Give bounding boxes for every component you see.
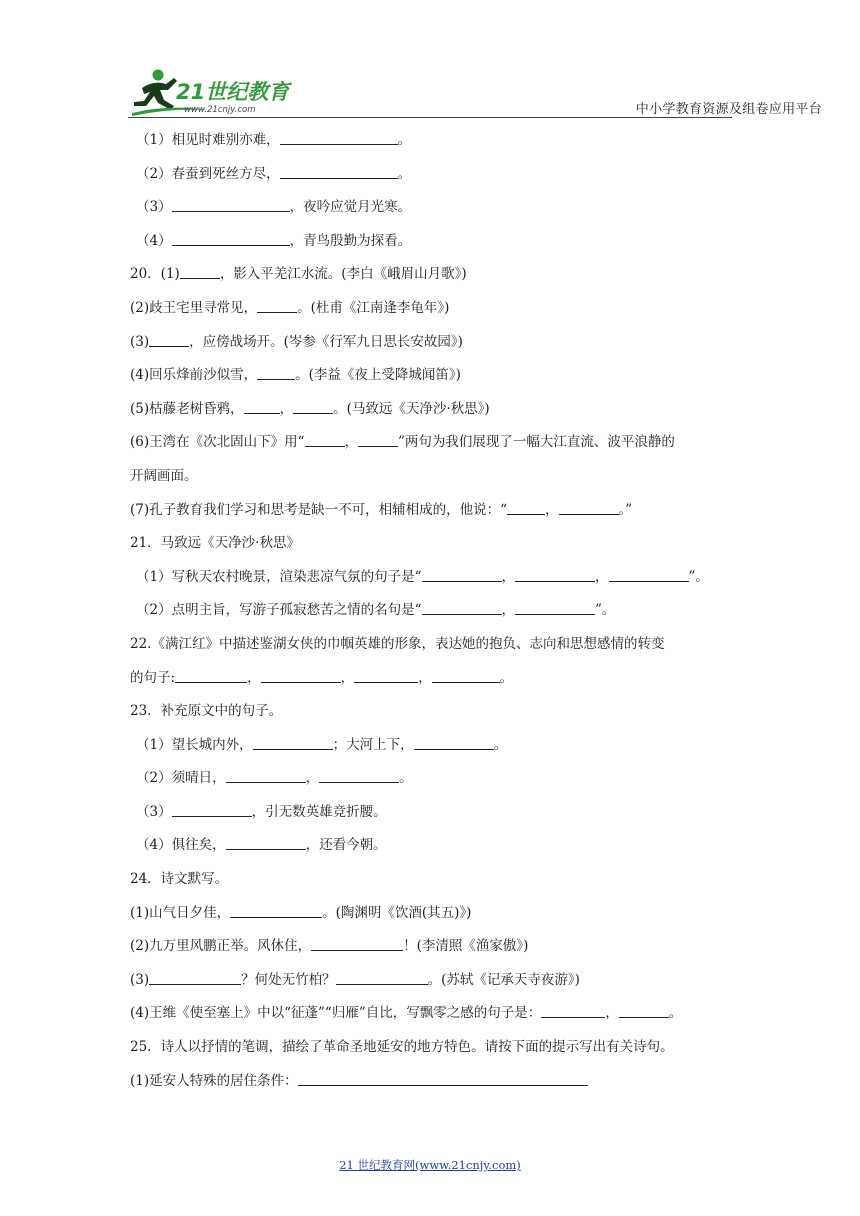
question-line bbox=[130, 796, 732, 830]
question-text: (2)九万里风鹏正举。风休住， bbox=[130, 938, 312, 955]
question-line bbox=[130, 494, 732, 528]
question-text: ， bbox=[545, 501, 559, 518]
answer-blank[interactable] bbox=[230, 903, 322, 918]
question-text: ， bbox=[340, 669, 355, 686]
question-text: (2)歧王宅里寻常见， bbox=[130, 299, 258, 316]
question-line bbox=[130, 628, 732, 662]
question-text: ，影入平羌江水流。(李白《峨眉山月歌》) bbox=[219, 266, 467, 283]
question-line bbox=[130, 897, 732, 931]
question-text: (3) bbox=[130, 333, 150, 350]
question-text: (6)王湾在《次北固山下》用“ bbox=[130, 434, 305, 451]
question-line bbox=[130, 662, 732, 696]
answer-blank[interactable] bbox=[507, 500, 545, 515]
question-text: ，应傍战场开。(岑参《行军九日思长安故园》) bbox=[189, 333, 463, 350]
answer-blank[interactable] bbox=[609, 567, 689, 582]
question-text: ，还看今朝。 bbox=[305, 837, 387, 854]
question-text: ， bbox=[344, 434, 359, 451]
footer-link[interactable]: 21 世纪教育网(www.21cnjy.com) bbox=[339, 1158, 521, 1172]
question-text: ， bbox=[279, 400, 294, 417]
question-text: ；大河上下， bbox=[332, 736, 414, 753]
question-text: （1）写秋天农村晚景，渲染悲凉气氛的句子是“ bbox=[136, 568, 422, 585]
answer-blank[interactable] bbox=[432, 668, 500, 683]
question-line bbox=[130, 729, 732, 763]
question-line bbox=[130, 124, 732, 158]
question-text: 。(马致远《天净沙·秋思》) bbox=[333, 400, 490, 417]
answer-blank[interactable] bbox=[149, 970, 241, 985]
question-line bbox=[130, 930, 732, 964]
answer-blank[interactable] bbox=[319, 768, 399, 783]
answer-blank[interactable] bbox=[293, 399, 333, 414]
answer-blank[interactable] bbox=[257, 365, 295, 380]
question-text: (5)枯藤老树昏鸦， bbox=[130, 400, 244, 417]
logo-21cnjy bbox=[128, 66, 328, 118]
question-text: (4)回乐烽前沙似雪， bbox=[130, 367, 258, 384]
question-text: ， bbox=[247, 669, 261, 686]
question-text: （1）相见时难别亦难， bbox=[136, 132, 280, 148]
question-text: ，引无数英雄竞折腰。 bbox=[251, 803, 387, 820]
question-text: ， bbox=[501, 568, 515, 585]
answer-blank[interactable] bbox=[180, 264, 220, 279]
question-text: ， bbox=[501, 602, 515, 619]
logo-text: 21世纪教育 bbox=[176, 80, 290, 104]
question-text: (1)山气日夕佳， bbox=[130, 904, 231, 921]
question-text: 20．(1) bbox=[130, 266, 180, 283]
answer-blank[interactable] bbox=[515, 600, 595, 615]
question-text: 。(苏轼《记承天寺夜游》) bbox=[427, 971, 580, 988]
answer-blank[interactable] bbox=[336, 970, 428, 985]
question-text: （2）点明主旨，写游子孤寂愁苦之情的名句是“ bbox=[136, 602, 422, 619]
question-text: 。 bbox=[399, 770, 413, 787]
question-line bbox=[130, 158, 732, 192]
question-line bbox=[130, 426, 732, 460]
question-line bbox=[130, 258, 732, 292]
answer-blank[interactable] bbox=[422, 567, 502, 582]
question-line bbox=[130, 326, 732, 360]
question-text: （4） bbox=[136, 232, 172, 249]
question-text: 25．诗人以抒情的笔调，描绘了革命圣地延安的地方特色。请按下面的提示写出有关诗句。 bbox=[130, 1039, 674, 1056]
question-text: 。(杜甫《江南逢李龟年》) bbox=[297, 299, 450, 316]
question-list bbox=[130, 124, 732, 1098]
question-text: ， bbox=[595, 568, 609, 585]
question-line bbox=[130, 1065, 732, 1099]
question-text: 。(陶渊明《饮酒(其五)》) bbox=[322, 904, 472, 921]
question-line bbox=[130, 997, 732, 1031]
answer-blank[interactable] bbox=[559, 500, 619, 515]
question-text: （1）望长城内外， bbox=[136, 736, 253, 753]
logo-url: www.21cnjy.com bbox=[184, 105, 256, 115]
answer-blank[interactable] bbox=[149, 332, 189, 347]
answer-blank[interactable] bbox=[261, 668, 341, 683]
answer-blank[interactable] bbox=[414, 735, 494, 750]
question-line bbox=[130, 762, 732, 796]
question-text: 。” bbox=[618, 501, 633, 518]
question-text: 。 bbox=[493, 736, 508, 753]
question-text: (1)延安人特殊的居住条件： bbox=[130, 1072, 298, 1089]
question-line bbox=[130, 964, 732, 998]
question-text: (3) bbox=[130, 971, 150, 988]
question-text: 。 bbox=[499, 669, 514, 686]
question-text: ，夜吟应觉月光寒。 bbox=[289, 199, 412, 216]
question-line bbox=[130, 460, 732, 494]
answer-blank[interactable] bbox=[280, 164, 398, 179]
answer-blank[interactable] bbox=[354, 668, 418, 683]
question-text: 24．诗文默写。 bbox=[130, 871, 229, 888]
question-line bbox=[130, 1031, 732, 1065]
answer-blank[interactable] bbox=[298, 1071, 588, 1086]
question-line bbox=[130, 359, 732, 393]
question-text: 。(李益《夜上受降城闻笛》) bbox=[295, 367, 461, 384]
answer-blank[interactable] bbox=[280, 130, 398, 145]
question-text: （3） bbox=[136, 803, 172, 820]
question-line bbox=[130, 292, 732, 326]
question-text: ！(李清照《渔家傲》) bbox=[403, 938, 529, 955]
question-line bbox=[130, 561, 732, 595]
question-line bbox=[130, 829, 732, 863]
question-text: 开阔画面。 bbox=[130, 467, 198, 484]
question-line bbox=[130, 594, 732, 628]
question-text: ？何处无竹柏？ bbox=[241, 971, 336, 988]
question-line bbox=[130, 863, 732, 897]
answer-blank[interactable] bbox=[226, 768, 306, 783]
answer-blank[interactable] bbox=[515, 567, 595, 582]
answer-blank[interactable] bbox=[541, 1003, 605, 1018]
question-text: 的句子: bbox=[130, 669, 176, 686]
answer-blank[interactable] bbox=[305, 432, 345, 447]
answer-blank[interactable] bbox=[172, 802, 252, 817]
question-text: ， bbox=[305, 770, 320, 787]
page-header bbox=[128, 66, 828, 122]
question-text: 。 bbox=[397, 165, 412, 182]
question-text: 21．马致远《天净沙·秋思》 bbox=[130, 535, 300, 552]
answer-blank[interactable] bbox=[253, 735, 333, 750]
answer-blank[interactable] bbox=[172, 197, 290, 212]
question-text: ， bbox=[418, 669, 432, 686]
answer-blank[interactable] bbox=[244, 399, 280, 414]
question-line bbox=[130, 695, 732, 729]
question-text: 23．补充原文中的句子。 bbox=[130, 703, 283, 720]
question-line bbox=[130, 225, 732, 259]
question-text: (4)王维《使至塞上》中以“征蓬”“归雁”自比，写飘零之感的句子是： bbox=[130, 1005, 542, 1022]
question-text: （2）春蚕到死丝方尽， bbox=[136, 165, 280, 182]
answer-blank[interactable] bbox=[175, 668, 247, 683]
question-text: （3） bbox=[136, 199, 172, 216]
answer-blank[interactable] bbox=[226, 835, 306, 850]
answer-blank[interactable] bbox=[422, 600, 502, 615]
question-text: （2）须晴日， bbox=[136, 770, 226, 787]
question-text: (7)孔子教育我们学习和思考是缺一不可，相辅相成的，他说：“ bbox=[130, 501, 508, 518]
question-text: ，青鸟殷勤为探看。 bbox=[289, 232, 412, 249]
question-line bbox=[130, 527, 732, 561]
answer-blank[interactable] bbox=[172, 231, 290, 246]
question-line bbox=[130, 393, 732, 427]
header-divider bbox=[128, 117, 732, 118]
question-text: 22.《满江红》中描述鉴湖女侠的巾帼英雄的形象，表达她的抱负、志向和思想感情的转变 bbox=[130, 635, 665, 652]
question-text: 。 bbox=[397, 132, 412, 148]
question-line bbox=[130, 191, 732, 225]
question-text: ”。 bbox=[688, 568, 709, 585]
answer-blank[interactable] bbox=[619, 1003, 669, 1018]
question-text: ， bbox=[605, 1005, 619, 1022]
question-text: 。 bbox=[668, 1005, 683, 1022]
question-text: ”。 bbox=[595, 602, 616, 619]
answer-blank[interactable] bbox=[257, 298, 297, 313]
question-text: ”两句为我们展现了一幅大江直流、波平浪静的 bbox=[398, 434, 675, 451]
question-text: （4）俱往矣， bbox=[136, 837, 226, 854]
answer-blank[interactable] bbox=[311, 936, 403, 951]
answer-blank[interactable] bbox=[358, 432, 398, 447]
header-platform-name: 中小学教育资源及组卷应用平台 bbox=[635, 102, 822, 117]
